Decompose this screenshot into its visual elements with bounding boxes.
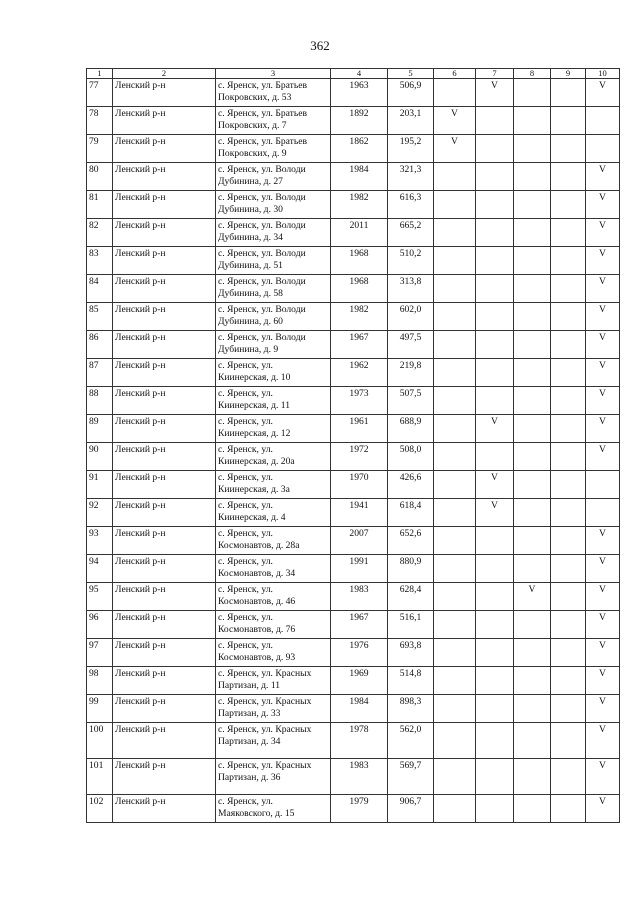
mark-cell-10: V xyxy=(586,527,620,555)
mark-cell-7 xyxy=(476,639,514,667)
table-row xyxy=(87,79,620,107)
address-cell: с. Яренск, ул. Киинерская, д. 20а xyxy=(216,443,331,471)
table-row xyxy=(87,387,620,415)
mark-cell-9 xyxy=(551,275,586,303)
mark-cell-7 xyxy=(476,275,514,303)
address-cell: с. Яренск, ул. Володи Дубинина, д. 60 xyxy=(216,303,331,331)
district-cell: Ленский р-н xyxy=(113,415,216,443)
table-row xyxy=(87,583,620,611)
mark-cell-8 xyxy=(514,695,551,723)
district-cell: Ленский р-н xyxy=(113,723,216,759)
year-cell: 1968 xyxy=(331,275,388,303)
table-row xyxy=(87,359,620,387)
district-cell: Ленский р-н xyxy=(113,695,216,723)
column-header: 9 xyxy=(551,69,586,79)
mark-cell-10 xyxy=(586,107,620,135)
mark-cell-6 xyxy=(434,667,476,695)
column-header: 4 xyxy=(331,69,388,79)
area-cell: 616,3 xyxy=(388,191,434,219)
mark-cell-7 xyxy=(476,303,514,331)
address-cell: с. Яренск, ул. Космонавтов, д. 34 xyxy=(216,555,331,583)
row-number: 80 xyxy=(87,163,113,191)
year-cell: 1862 xyxy=(331,135,388,163)
mark-cell-8 xyxy=(514,163,551,191)
address-cell: с. Яренск, ул. Киинерская, д. 12 xyxy=(216,415,331,443)
address-cell: с. Яренск, ул. Братьев Покровских, д. 7 xyxy=(216,107,331,135)
table-row xyxy=(87,639,620,667)
year-cell: 1963 xyxy=(331,79,388,107)
mark-cell-10: V xyxy=(586,191,620,219)
district-cell: Ленский р-н xyxy=(113,163,216,191)
mark-cell-7 xyxy=(476,583,514,611)
mark-cell-9 xyxy=(551,471,586,499)
mark-cell-7: V xyxy=(476,499,514,527)
mark-cell-7 xyxy=(476,695,514,723)
mark-cell-6 xyxy=(434,247,476,275)
mark-cell-10: V xyxy=(586,247,620,275)
row-number: 96 xyxy=(87,611,113,639)
row-number: 98 xyxy=(87,667,113,695)
district-cell: Ленский р-н xyxy=(113,303,216,331)
mark-cell-6 xyxy=(434,471,476,499)
mark-cell-8 xyxy=(514,639,551,667)
mark-cell-8 xyxy=(514,331,551,359)
area-cell: 506,9 xyxy=(388,79,434,107)
mark-cell-9 xyxy=(551,219,586,247)
year-cell: 1982 xyxy=(331,303,388,331)
mark-cell-6: V xyxy=(434,135,476,163)
district-cell: Ленский р-н xyxy=(113,359,216,387)
address-cell: с. Яренск, ул. Красных Партизан, д. 34 xyxy=(216,723,331,759)
mark-cell-8 xyxy=(514,499,551,527)
row-number: 90 xyxy=(87,443,113,471)
year-cell: 1967 xyxy=(331,611,388,639)
mark-cell-8 xyxy=(514,219,551,247)
mark-cell-8 xyxy=(514,135,551,163)
area-cell: 219,8 xyxy=(388,359,434,387)
mark-cell-8: V xyxy=(514,583,551,611)
mark-cell-10: V xyxy=(586,443,620,471)
year-cell: 1969 xyxy=(331,667,388,695)
district-cell: Ленский р-н xyxy=(113,387,216,415)
mark-cell-8 xyxy=(514,667,551,695)
mark-cell-9 xyxy=(551,499,586,527)
address-cell: с. Яренск, ул. Киинерская, д. 4 xyxy=(216,499,331,527)
mark-cell-7 xyxy=(476,759,514,795)
mark-cell-6 xyxy=(434,359,476,387)
year-cell: 1982 xyxy=(331,191,388,219)
mark-cell-6 xyxy=(434,583,476,611)
district-cell: Ленский р-н xyxy=(113,107,216,135)
year-cell: 1973 xyxy=(331,387,388,415)
district-cell: Ленский р-н xyxy=(113,527,216,555)
year-cell: 1976 xyxy=(331,639,388,667)
district-cell: Ленский р-н xyxy=(113,331,216,359)
mark-cell-10: V xyxy=(586,79,620,107)
district-cell: Ленский р-н xyxy=(113,555,216,583)
area-cell: 195,2 xyxy=(388,135,434,163)
area-cell: 688,9 xyxy=(388,415,434,443)
area-cell: 906,7 xyxy=(388,795,434,823)
area-cell: 602,0 xyxy=(388,303,434,331)
year-cell: 2011 xyxy=(331,219,388,247)
address-cell: с. Яренск, ул. Володи Дубинина, д. 51 xyxy=(216,247,331,275)
mark-cell-7 xyxy=(476,331,514,359)
area-cell: 562,0 xyxy=(388,723,434,759)
area-cell: 313,8 xyxy=(388,275,434,303)
column-header: 6 xyxy=(434,69,476,79)
year-cell: 1984 xyxy=(331,695,388,723)
mark-cell-9 xyxy=(551,191,586,219)
mark-cell-6: V xyxy=(434,107,476,135)
mark-cell-8 xyxy=(514,723,551,759)
district-cell: Ленский р-н xyxy=(113,79,216,107)
mark-cell-9 xyxy=(551,79,586,107)
mark-cell-8 xyxy=(514,191,551,219)
mark-cell-10: V xyxy=(586,611,620,639)
table-row xyxy=(87,527,620,555)
mark-cell-8 xyxy=(514,471,551,499)
table-row xyxy=(87,135,620,163)
district-cell: Ленский р-н xyxy=(113,583,216,611)
mark-cell-10: V xyxy=(586,795,620,823)
mark-cell-7 xyxy=(476,359,514,387)
mark-cell-10: V xyxy=(586,303,620,331)
address-cell: с. Яренск, ул. Маяковского, д. 15 xyxy=(216,795,331,823)
column-header: 5 xyxy=(388,69,434,79)
mark-cell-10: V xyxy=(586,759,620,795)
area-cell: 203,1 xyxy=(388,107,434,135)
year-cell: 1961 xyxy=(331,415,388,443)
district-cell: Ленский р-н xyxy=(113,639,216,667)
address-cell: с. Яренск, ул. Володи Дубинина, д. 30 xyxy=(216,191,331,219)
year-cell: 1967 xyxy=(331,331,388,359)
mark-cell-10: V xyxy=(586,163,620,191)
mark-cell-9 xyxy=(551,695,586,723)
district-cell: Ленский р-н xyxy=(113,443,216,471)
year-cell: 1941 xyxy=(331,499,388,527)
row-number: 100 xyxy=(87,723,113,759)
mark-cell-7: V xyxy=(476,79,514,107)
mark-cell-10: V xyxy=(586,415,620,443)
area-cell: 514,8 xyxy=(388,667,434,695)
district-cell: Ленский р-н xyxy=(113,275,216,303)
address-cell: с. Яренск, ул. Братьев Покровских, д. 9 xyxy=(216,135,331,163)
row-number: 102 xyxy=(87,795,113,823)
table-row xyxy=(87,191,620,219)
column-header: 7 xyxy=(476,69,514,79)
table-row xyxy=(87,303,620,331)
mark-cell-7 xyxy=(476,387,514,415)
district-cell: Ленский р-н xyxy=(113,667,216,695)
row-number: 87 xyxy=(87,359,113,387)
address-cell: с. Яренск, ул. Красных Партизан, д. 33 xyxy=(216,695,331,723)
mark-cell-6 xyxy=(434,555,476,583)
mark-cell-7 xyxy=(476,667,514,695)
mark-cell-7 xyxy=(476,247,514,275)
district-cell: Ленский р-н xyxy=(113,191,216,219)
mark-cell-9 xyxy=(551,723,586,759)
row-number: 88 xyxy=(87,387,113,415)
year-cell: 2007 xyxy=(331,527,388,555)
mark-cell-9 xyxy=(551,583,586,611)
mark-cell-10: V xyxy=(586,667,620,695)
year-cell: 1970 xyxy=(331,471,388,499)
mark-cell-10: V xyxy=(586,359,620,387)
row-number: 77 xyxy=(87,79,113,107)
address-cell: с. Яренск, ул. Красных Партизан, д. 11 xyxy=(216,667,331,695)
column-header: 10 xyxy=(586,69,620,79)
mark-cell-10: V xyxy=(586,555,620,583)
mark-cell-9 xyxy=(551,331,586,359)
mark-cell-9 xyxy=(551,443,586,471)
mark-cell-7: V xyxy=(476,415,514,443)
mark-cell-9 xyxy=(551,639,586,667)
row-number: 89 xyxy=(87,415,113,443)
mark-cell-9 xyxy=(551,387,586,415)
mark-cell-10 xyxy=(586,471,620,499)
row-number: 86 xyxy=(87,331,113,359)
row-number: 79 xyxy=(87,135,113,163)
mark-cell-7: V xyxy=(476,471,514,499)
year-cell: 1979 xyxy=(331,795,388,823)
year-cell: 1892 xyxy=(331,107,388,135)
district-cell: Ленский р-н xyxy=(113,135,216,163)
row-number: 85 xyxy=(87,303,113,331)
table-row xyxy=(87,331,620,359)
mark-cell-6 xyxy=(434,527,476,555)
mark-cell-8 xyxy=(514,107,551,135)
area-cell: 497,5 xyxy=(388,331,434,359)
mark-cell-8 xyxy=(514,443,551,471)
district-cell: Ленский р-н xyxy=(113,795,216,823)
mark-cell-9 xyxy=(551,555,586,583)
mark-cell-9 xyxy=(551,163,586,191)
mark-cell-6 xyxy=(434,795,476,823)
address-cell: с. Яренск, ул. Володи Дубинина, д. 9 xyxy=(216,331,331,359)
table-row xyxy=(87,667,620,695)
mark-cell-6 xyxy=(434,191,476,219)
mark-cell-7 xyxy=(476,163,514,191)
mark-cell-10: V xyxy=(586,387,620,415)
column-header: 3 xyxy=(216,69,331,79)
table-row xyxy=(87,415,620,443)
row-number: 92 xyxy=(87,499,113,527)
year-cell: 1978 xyxy=(331,723,388,759)
mark-cell-10: V xyxy=(586,583,620,611)
year-cell: 1972 xyxy=(331,443,388,471)
table-row xyxy=(87,443,620,471)
mark-cell-7 xyxy=(476,135,514,163)
area-cell: 508,0 xyxy=(388,443,434,471)
address-cell: с. Яренск, ул. Братьев Покровских, д. 53 xyxy=(216,79,331,107)
mark-cell-7 xyxy=(476,107,514,135)
address-cell: с. Яренск, ул. Киинерская, д. 11 xyxy=(216,387,331,415)
mark-cell-9 xyxy=(551,667,586,695)
mark-cell-8 xyxy=(514,759,551,795)
area-cell: 628,4 xyxy=(388,583,434,611)
table-row xyxy=(87,759,620,795)
address-cell: с. Яренск, ул. Киинерская, д. 3а xyxy=(216,471,331,499)
district-cell: Ленский р-н xyxy=(113,219,216,247)
mark-cell-9 xyxy=(551,759,586,795)
table-row xyxy=(87,471,620,499)
area-cell: 880,9 xyxy=(388,555,434,583)
row-number: 93 xyxy=(87,527,113,555)
mark-cell-7 xyxy=(476,555,514,583)
mark-cell-9 xyxy=(551,247,586,275)
row-number: 78 xyxy=(87,107,113,135)
row-number: 91 xyxy=(87,471,113,499)
mark-cell-9 xyxy=(551,611,586,639)
column-number-header xyxy=(87,69,620,79)
table-row xyxy=(87,163,620,191)
address-cell: с. Яренск, ул. Киинерская, д. 10 xyxy=(216,359,331,387)
row-number: 81 xyxy=(87,191,113,219)
mark-cell-9 xyxy=(551,107,586,135)
row-number: 82 xyxy=(87,219,113,247)
mark-cell-6 xyxy=(434,415,476,443)
mark-cell-8 xyxy=(514,303,551,331)
address-cell: с. Яренск, ул. Володи Дубинина, д. 58 xyxy=(216,275,331,303)
mark-cell-6 xyxy=(434,331,476,359)
mark-cell-10: V xyxy=(586,639,620,667)
mark-cell-10: V xyxy=(586,695,620,723)
area-cell: 321,3 xyxy=(388,163,434,191)
page-number: 362 xyxy=(310,38,330,53)
mark-cell-6 xyxy=(434,695,476,723)
table-row xyxy=(87,107,620,135)
mark-cell-7 xyxy=(476,795,514,823)
year-cell: 1984 xyxy=(331,163,388,191)
mark-cell-6 xyxy=(434,275,476,303)
district-cell: Ленский р-н xyxy=(113,471,216,499)
row-number: 84 xyxy=(87,275,113,303)
table-row xyxy=(87,611,620,639)
mark-cell-6 xyxy=(434,499,476,527)
mark-cell-6 xyxy=(434,79,476,107)
mark-cell-9 xyxy=(551,303,586,331)
column-header: 2 xyxy=(113,69,216,79)
mark-cell-10: V xyxy=(586,219,620,247)
row-number: 83 xyxy=(87,247,113,275)
housing-table xyxy=(86,68,620,823)
mark-cell-7 xyxy=(476,219,514,247)
area-cell: 693,8 xyxy=(388,639,434,667)
mark-cell-7 xyxy=(476,191,514,219)
year-cell: 1983 xyxy=(331,759,388,795)
area-cell: 652,6 xyxy=(388,527,434,555)
mark-cell-8 xyxy=(514,555,551,583)
table-row xyxy=(87,695,620,723)
mark-cell-9 xyxy=(551,415,586,443)
year-cell: 1968 xyxy=(331,247,388,275)
area-cell: 665,2 xyxy=(388,219,434,247)
area-cell: 898,3 xyxy=(388,695,434,723)
address-cell: с. Яренск, ул. Космонавтов, д. 93 xyxy=(216,639,331,667)
mark-cell-6 xyxy=(434,723,476,759)
mark-cell-8 xyxy=(514,275,551,303)
address-cell: с. Яренск, ул. Володи Дубинина, д. 27 xyxy=(216,163,331,191)
mark-cell-9 xyxy=(551,359,586,387)
year-cell: 1983 xyxy=(331,583,388,611)
column-header: 1 xyxy=(87,69,113,79)
mark-cell-7 xyxy=(476,611,514,639)
mark-cell-8 xyxy=(514,359,551,387)
mark-cell-6 xyxy=(434,639,476,667)
district-cell: Ленский р-н xyxy=(113,759,216,795)
mark-cell-6 xyxy=(434,387,476,415)
row-number: 97 xyxy=(87,639,113,667)
mark-cell-6 xyxy=(434,443,476,471)
district-cell: Ленский р-н xyxy=(113,499,216,527)
table-row xyxy=(87,795,620,823)
mark-cell-10: V xyxy=(586,275,620,303)
year-cell: 1991 xyxy=(331,555,388,583)
area-cell: 516,1 xyxy=(388,611,434,639)
district-cell: Ленский р-н xyxy=(113,611,216,639)
mark-cell-10: V xyxy=(586,331,620,359)
table-row xyxy=(87,555,620,583)
area-cell: 569,7 xyxy=(388,759,434,795)
area-cell: 618,4 xyxy=(388,499,434,527)
district-cell: Ленский р-н xyxy=(113,247,216,275)
mark-cell-6 xyxy=(434,759,476,795)
mark-cell-7 xyxy=(476,443,514,471)
row-number: 95 xyxy=(87,583,113,611)
mark-cell-8 xyxy=(514,415,551,443)
mark-cell-8 xyxy=(514,387,551,415)
table-row xyxy=(87,275,620,303)
address-cell: с. Яренск, ул. Космонавтов, д. 28а xyxy=(216,527,331,555)
mark-cell-8 xyxy=(514,247,551,275)
mark-cell-6 xyxy=(434,163,476,191)
area-cell: 507,5 xyxy=(388,387,434,415)
table-row xyxy=(87,499,620,527)
table-row xyxy=(87,247,620,275)
mark-cell-9 xyxy=(551,135,586,163)
mark-cell-6 xyxy=(434,303,476,331)
row-number: 99 xyxy=(87,695,113,723)
address-cell: с. Яренск, ул. Володи Дубинина, д. 34 xyxy=(216,219,331,247)
mark-cell-6 xyxy=(434,611,476,639)
mark-cell-8 xyxy=(514,527,551,555)
mark-cell-8 xyxy=(514,611,551,639)
table-row xyxy=(87,723,620,759)
mark-cell-8 xyxy=(514,795,551,823)
address-cell: с. Яренск, ул. Красных Партизан, д. 36 xyxy=(216,759,331,795)
address-cell: с. Яренск, ул. Космонавтов, д. 46 xyxy=(216,583,331,611)
area-cell: 426,6 xyxy=(388,471,434,499)
address-cell: с. Яренск, ул. Космонавтов, д. 76 xyxy=(216,611,331,639)
mark-cell-10 xyxy=(586,499,620,527)
mark-cell-7 xyxy=(476,723,514,759)
table-row xyxy=(87,219,620,247)
mark-cell-7 xyxy=(476,527,514,555)
area-cell: 510,2 xyxy=(388,247,434,275)
mark-cell-9 xyxy=(551,795,586,823)
mark-cell-10 xyxy=(586,135,620,163)
mark-cell-6 xyxy=(434,219,476,247)
row-number: 94 xyxy=(87,555,113,583)
mark-cell-8 xyxy=(514,79,551,107)
year-cell: 1962 xyxy=(331,359,388,387)
column-header: 8 xyxy=(514,69,551,79)
mark-cell-9 xyxy=(551,527,586,555)
mark-cell-10: V xyxy=(586,723,620,759)
row-number: 101 xyxy=(87,759,113,795)
